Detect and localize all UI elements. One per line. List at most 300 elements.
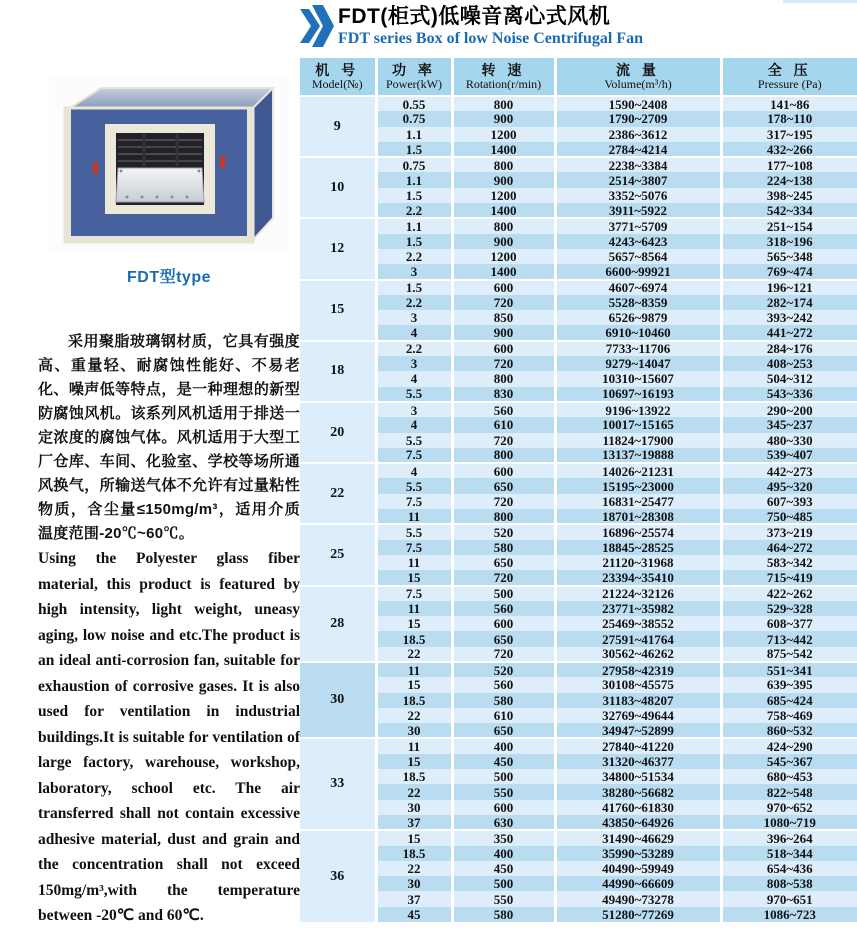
spec-cell: 11: [376, 662, 452, 677]
spec-cell: 21120~31968: [555, 555, 721, 570]
spec-cell: 680~453: [721, 769, 857, 784]
spec-cell: 34947~52899: [555, 723, 721, 738]
product-photo: [49, 78, 289, 254]
spec-cell: 6526~9879: [555, 310, 721, 325]
spec-cell: 1400: [452, 203, 555, 218]
titles: [338, 5, 857, 49]
spec-cell: 0.75: [376, 157, 452, 172]
table-row: [300, 478, 857, 493]
table-row: [300, 601, 857, 616]
table-row: [300, 295, 857, 310]
spec-cell: 600: [452, 800, 555, 815]
table-row: [300, 218, 857, 233]
spec-cell: 650: [452, 723, 555, 738]
table-row: [300, 142, 857, 157]
spec-cell: 18845~28525: [555, 540, 721, 555]
spec-cell: 720: [452, 356, 555, 371]
spec-cell: 15: [376, 830, 452, 845]
model-cell: 33: [300, 738, 376, 830]
spec-cell: 630: [452, 815, 555, 830]
spec-cell: 529~328: [721, 601, 857, 616]
spec-cell: 31490~46629: [555, 830, 721, 845]
spec-cell: 639~395: [721, 677, 857, 692]
table-row: [300, 310, 857, 325]
spec-cell: 4607~6974: [555, 280, 721, 295]
spec-cell: 15: [376, 677, 452, 692]
spec-cell: 350: [452, 830, 555, 845]
table-row: [300, 876, 857, 891]
spec-cell: 30: [376, 800, 452, 815]
spec-cell: 2386~3612: [555, 127, 721, 142]
spec-cell: 518~344: [721, 846, 857, 861]
spec-cell: 7.5: [376, 540, 452, 555]
spec-cell: 1.1: [376, 127, 452, 142]
spec-cell: 10017~15165: [555, 417, 721, 432]
spec-cell: 11: [376, 601, 452, 616]
spec-cell: 5.5: [376, 433, 452, 448]
model-cell: 20: [300, 402, 376, 463]
spec-cell: 1590~2408: [555, 96, 721, 111]
spec-cell: 7733~11706: [555, 341, 721, 356]
spec-cell: 4: [376, 463, 452, 478]
spec-cell: 2784~4214: [555, 142, 721, 157]
spec-cell: 560: [452, 402, 555, 417]
spec-cell: 5657~8564: [555, 249, 721, 264]
table-row: [300, 402, 857, 417]
table-row: [300, 693, 857, 708]
table-row: [300, 127, 857, 142]
spec-cell: 400: [452, 846, 555, 861]
spec-cell: 2.2: [376, 203, 452, 218]
column-header: 功 率 Power(kW): [376, 58, 452, 96]
spec-cell: 23771~35982: [555, 601, 721, 616]
spec-cell: 7.5: [376, 586, 452, 601]
spec-cell: 583~342: [721, 555, 857, 570]
table-row: [300, 325, 857, 340]
spec-cell: 650: [452, 631, 555, 646]
spec-cell: 7.5: [376, 494, 452, 509]
spec-cell: 51280~77269: [555, 907, 721, 922]
spec-cell: 800: [452, 509, 555, 524]
spec-cell: 2514~3807: [555, 172, 721, 187]
spec-cell: 970~652: [721, 800, 857, 815]
spec-cell: 758~469: [721, 708, 857, 723]
spec-cell: 860~532: [721, 723, 857, 738]
spec-cell: 550: [452, 891, 555, 906]
spec-cell: 400: [452, 738, 555, 753]
spec-cell: 600: [452, 616, 555, 631]
spec-cell: 224~138: [721, 172, 857, 187]
spec-cell: 27840~41220: [555, 738, 721, 753]
spec-cell: 5.5: [376, 524, 452, 539]
spec-cell: 550: [452, 784, 555, 799]
spec-cell: 1400: [452, 142, 555, 157]
model-cell: 28: [300, 586, 376, 662]
figure-label: FDT型type: [126, 269, 211, 286]
spec-cell: 5.5: [376, 387, 452, 402]
table-row: [300, 769, 857, 784]
spec-cell: 1.5: [376, 188, 452, 203]
spec-cell: 37: [376, 815, 452, 830]
spec-cell: 3352~5076: [555, 188, 721, 203]
spec-cell: 11: [376, 509, 452, 524]
spec-cell: 18.5: [376, 631, 452, 646]
table-row: [300, 861, 857, 876]
table-row: [300, 784, 857, 799]
spec-cell: 600: [452, 280, 555, 295]
spec-cell: 317~195: [721, 127, 857, 142]
title-row: [300, 5, 857, 52]
spec-cell: 422~262: [721, 586, 857, 601]
page-trim-bar: [783, 0, 857, 3]
table-row: [300, 540, 857, 555]
spec-cell: 9196~13922: [555, 402, 721, 417]
spec-cell: 1080~719: [721, 815, 857, 830]
table-row: [300, 341, 857, 356]
spec-cell: 373~219: [721, 524, 857, 539]
table-row: [300, 662, 857, 677]
spec-cell: 432~266: [721, 142, 857, 157]
model-cell: 18: [300, 341, 376, 402]
table-row: [300, 677, 857, 692]
spec-cell: 30562~46262: [555, 647, 721, 662]
spec-cell: 600: [452, 341, 555, 356]
table-row: [300, 509, 857, 524]
spec-cell: 800: [452, 448, 555, 463]
table-row: [300, 830, 857, 845]
spec-cell: 38280~56682: [555, 784, 721, 799]
spec-cell: 900: [452, 325, 555, 340]
spec-cell: 4: [376, 417, 452, 432]
spec-cell: 608~377: [721, 616, 857, 631]
model-cell: 12: [300, 218, 376, 279]
spec-cell: 560: [452, 677, 555, 692]
spec-cell: 178~110: [721, 111, 857, 126]
spec-cell: 11: [376, 738, 452, 753]
spec-cell: 551~341: [721, 662, 857, 677]
spec-cell: 15: [376, 570, 452, 585]
spec-cell: 800: [452, 96, 555, 111]
table-row: [300, 234, 857, 249]
spec-cell: 3: [376, 264, 452, 279]
table-row: [300, 448, 857, 463]
spec-cell: 1.5: [376, 234, 452, 249]
spec-cell: 900: [452, 234, 555, 249]
table-row: [300, 387, 857, 402]
spec-cell: 610: [452, 417, 555, 432]
spec-cell: 543~336: [721, 387, 857, 402]
spec-cell: 15: [376, 616, 452, 631]
table-row: [300, 188, 857, 203]
spec-cell: 30: [376, 723, 452, 738]
table-row: [300, 800, 857, 815]
spec-cell: 2238~3384: [555, 157, 721, 172]
spec-cell: 18.5: [376, 769, 452, 784]
spec-table-head: [300, 58, 857, 96]
table-row: [300, 96, 857, 111]
en-description: Using the Polyester glass fiber material, this product is featured by high intensity, light weight, uneasy aging, low noise and etc.The product is an ideal anti-corrosion fan, suitable for exhaustion of corrosive gases. It is also used for ventilation in industrial buildings.It is suitable for ventilation of large factory, warehouse, workshop, laboratory, school etc. The air transferred shall not contain excessive adhesive material, dust and grain and the concentration shall not exceed 150mg/m³,with the temperature between -20℃ and 60℃.: [38, 550, 300, 924]
spec-cell: 31320~46377: [555, 754, 721, 769]
table-row: [300, 157, 857, 172]
spec-cell: 3911~5922: [555, 203, 721, 218]
spec-cell: 3: [376, 310, 452, 325]
table-row: [300, 616, 857, 631]
spec-cell: 5.5: [376, 478, 452, 493]
spec-cell: 520: [452, 662, 555, 677]
spec-cell: 0.75: [376, 111, 452, 126]
table-row: [300, 280, 857, 295]
spec-cell: 450: [452, 861, 555, 876]
spec-table: [300, 58, 857, 922]
spec-cell: 580: [452, 540, 555, 555]
spec-cell: 40490~59949: [555, 861, 721, 876]
spec-cell: 539~407: [721, 448, 857, 463]
spec-cell: 504~312: [721, 371, 857, 386]
table-row: [300, 356, 857, 371]
spec-cell: 31183~48207: [555, 693, 721, 708]
spec-cell: 520: [452, 524, 555, 539]
page-title: FDT(柜式)低噪音离心式风机: [338, 5, 611, 28]
table-row: [300, 111, 857, 126]
spec-cell: 1200: [452, 188, 555, 203]
spec-cell: 3: [376, 402, 452, 417]
spec-cell: 500: [452, 769, 555, 784]
spec-cell: 45: [376, 907, 452, 922]
spec-cell: 720: [452, 494, 555, 509]
spec-cell: 800: [452, 218, 555, 233]
spec-cell: 27591~41764: [555, 631, 721, 646]
spec-cell: 41760~61830: [555, 800, 721, 815]
spec-cell: 9279~14047: [555, 356, 721, 371]
spec-cell: 7.5: [376, 448, 452, 463]
spec-cell: 6600~99921: [555, 264, 721, 279]
spec-cell: 650: [452, 478, 555, 493]
table-row: [300, 586, 857, 601]
spec-table-body: [300, 96, 857, 922]
spec-cell: 495~320: [721, 478, 857, 493]
spec-cell: 1200: [452, 127, 555, 142]
spec-cell: 1.1: [376, 172, 452, 187]
spec-cell: 850: [452, 310, 555, 325]
column-header: 全 压 Pressure (Pa): [721, 58, 857, 96]
spec-cell: 18.5: [376, 846, 452, 861]
spec-cell: 441~272: [721, 325, 857, 340]
spec-cell: 542~334: [721, 203, 857, 218]
fan-box-illustration: [49, 78, 289, 254]
spec-cell: 22: [376, 784, 452, 799]
spec-cell: 480~330: [721, 433, 857, 448]
spec-cell: 1400: [452, 264, 555, 279]
spec-cell: 464~272: [721, 540, 857, 555]
table-row: [300, 846, 857, 861]
spec-cell: 875~542: [721, 647, 857, 662]
table-row: [300, 555, 857, 570]
table-row: [300, 264, 857, 279]
spec-cell: 23394~35410: [555, 570, 721, 585]
cn-description: 采用聚脂玻璃钢材质，它具有强度高、重量轻、耐腐蚀性能好、不易老化、噪声低等特点，是一种理想的新型防腐蚀风机。该系列风机适用于排送一定浓度的腐蚀气体。风机适用于大型工厂仓库、车间、化验室、学校等场所通风换气，所输送气体不允许有过量粘性物质，含尘量≤150mg/m³，适用介质温度范围-20℃~60℃。: [38, 333, 300, 542]
spec-cell: 2.2: [376, 295, 452, 310]
spec-cell: 22: [376, 708, 452, 723]
table-row: [300, 433, 857, 448]
spec-cell: 11824~17900: [555, 433, 721, 448]
table-row: [300, 738, 857, 753]
spec-cell: 1086~723: [721, 907, 857, 922]
model-cell: 9: [300, 96, 376, 157]
spec-cell: 16831~25477: [555, 494, 721, 509]
spec-cell: 6910~10460: [555, 325, 721, 340]
spec-cell: 318~196: [721, 234, 857, 249]
column-header: 流 量 Volume(m³/h): [555, 58, 721, 96]
model-cell: 25: [300, 524, 376, 585]
spec-cell: 424~290: [721, 738, 857, 753]
spec-cell: 30108~45575: [555, 677, 721, 692]
spec-cell: 500: [452, 876, 555, 891]
spec-cell: 713~442: [721, 631, 857, 646]
spec-cell: 1.5: [376, 142, 452, 157]
spec-cell: 600: [452, 463, 555, 478]
spec-cell: 32769~49644: [555, 708, 721, 723]
column-header: 机 号 Model(№): [300, 58, 376, 96]
model-cell: 22: [300, 463, 376, 524]
column-header: 转 速 Rotation(r/min): [452, 58, 555, 96]
spec-cell: 720: [452, 295, 555, 310]
spec-cell: 408~253: [721, 356, 857, 371]
spec-cell: 251~154: [721, 218, 857, 233]
spec-cell: 177~108: [721, 157, 857, 172]
spec-cell: 396~264: [721, 830, 857, 845]
spec-cell: 500: [452, 586, 555, 601]
table-row: [300, 708, 857, 723]
spec-cell: 900: [452, 172, 555, 187]
spec-cell: 560: [452, 601, 555, 616]
spec-cell: 1.5: [376, 280, 452, 295]
spec-cell: 565~348: [721, 249, 857, 264]
spec-cell: 49490~73278: [555, 891, 721, 906]
spec-cell: 345~237: [721, 417, 857, 432]
table-row: [300, 891, 857, 906]
spec-cell: 15195~23000: [555, 478, 721, 493]
spec-cell: 141~86: [721, 96, 857, 111]
spec-cell: 610: [452, 708, 555, 723]
spec-cell: 37: [376, 891, 452, 906]
table-row: [300, 203, 857, 218]
spec-cell: 1790~2709: [555, 111, 721, 126]
model-cell: 36: [300, 830, 376, 922]
table-row: [300, 723, 857, 738]
table-row: [300, 417, 857, 432]
spec-cell: 3771~5709: [555, 218, 721, 233]
spec-cell: 34800~51534: [555, 769, 721, 784]
spec-cell: 800: [452, 157, 555, 172]
table-row: [300, 524, 857, 539]
spec-cell: 398~245: [721, 188, 857, 203]
spec-cell: 282~174: [721, 295, 857, 310]
spec-cell: 685~424: [721, 693, 857, 708]
spec-cell: 580: [452, 907, 555, 922]
spec-cell: 35990~53289: [555, 846, 721, 861]
spec-cell: 650: [452, 555, 555, 570]
spec-cell: 4: [376, 325, 452, 340]
spec-cell: 4: [376, 371, 452, 386]
left-column: [38, 78, 300, 924]
table-row: [300, 815, 857, 830]
spec-cell: 720: [452, 647, 555, 662]
spec-cell: 750~485: [721, 509, 857, 524]
table-row: [300, 907, 857, 922]
table-row: [300, 494, 857, 509]
spec-cell: 450: [452, 754, 555, 769]
spec-cell: 10697~16193: [555, 387, 721, 402]
spec-cell: 580: [452, 693, 555, 708]
spec-cell: 800: [452, 371, 555, 386]
spec-cell: 720: [452, 433, 555, 448]
spec-cell: 22: [376, 647, 452, 662]
spec-cell: 442~273: [721, 463, 857, 478]
spec-cell: 13137~19888: [555, 448, 721, 463]
table-row: [300, 754, 857, 769]
spec-cell: 715~419: [721, 570, 857, 585]
spec-cell: 4243~6423: [555, 234, 721, 249]
spec-cell: 1.1: [376, 218, 452, 233]
table-row: [300, 570, 857, 585]
spec-cell: 15: [376, 754, 452, 769]
model-cell: 30: [300, 662, 376, 738]
spec-cell: 607~393: [721, 494, 857, 509]
spec-cell: 18.5: [376, 693, 452, 708]
spec-cell: 900: [452, 111, 555, 126]
spec-cell: 720: [452, 570, 555, 585]
spec-cell: 11: [376, 555, 452, 570]
spec-cell: 196~121: [721, 280, 857, 295]
model-cell: 10: [300, 157, 376, 218]
page-subtitle: FDT series Box of low Noise Centrifugal Fan: [338, 30, 644, 47]
spec-cell: 27958~42319: [555, 662, 721, 677]
spec-cell: 1200: [452, 249, 555, 264]
table-row: [300, 463, 857, 478]
spec-cell: 822~548: [721, 784, 857, 799]
spec-cell: 808~538: [721, 876, 857, 891]
spec-cell: 830: [452, 387, 555, 402]
right-column: [300, 5, 857, 922]
spec-cell: 290~200: [721, 402, 857, 417]
table-row: [300, 371, 857, 386]
table-row: [300, 249, 857, 264]
spec-cell: 970~651: [721, 891, 857, 906]
spec-cell: 393~242: [721, 310, 857, 325]
spec-cell: 18701~28308: [555, 509, 721, 524]
spec-cell: 44990~66609: [555, 876, 721, 891]
table-row: [300, 631, 857, 646]
spec-cell: 14026~21231: [555, 463, 721, 478]
spec-cell: 769~474: [721, 264, 857, 279]
spec-cell: 5528~8359: [555, 295, 721, 310]
model-cell: 15: [300, 280, 376, 341]
spec-cell: 545~367: [721, 754, 857, 769]
spec-cell: 30: [376, 876, 452, 891]
spec-cell: 2.2: [376, 341, 452, 356]
spec-cell: 16896~25574: [555, 524, 721, 539]
spec-cell: 10310~15607: [555, 371, 721, 386]
spec-cell: 0.55: [376, 96, 452, 111]
spec-cell: 22: [376, 861, 452, 876]
double-chevron-icon: [300, 5, 334, 47]
spec-cell: 25469~38552: [555, 616, 721, 631]
spec-cell: 2.2: [376, 249, 452, 264]
table-row: [300, 172, 857, 187]
spec-cell: 654~436: [721, 861, 857, 876]
spec-cell: 284~176: [721, 341, 857, 356]
table-row: [300, 647, 857, 662]
